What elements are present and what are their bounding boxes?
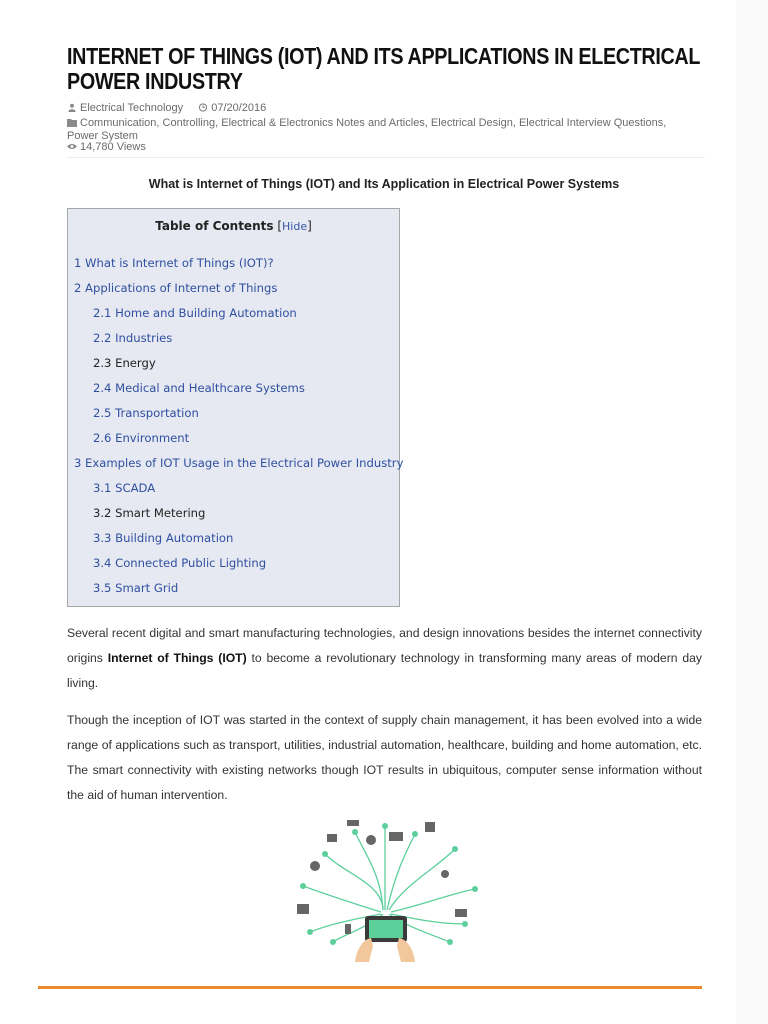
view-count [67,141,707,154]
toc-hide-link[interactable]: Hide [282,220,308,233]
views-label: 14,780 Views [80,141,146,153]
toc-bracket-close: ] [307,219,312,233]
folder-icon [67,118,77,127]
toc-item[interactable]: 3.5 Smart Grid [93,581,179,595]
page-edge [736,0,768,1024]
toc-item[interactable]: 2.1 Home and Building Automation [93,306,297,320]
intro-text: Several recent digital and smart manufacturing technologies, and design innovations besides the internet connectivity origins [67,626,702,665]
author-link[interactable]: Electrical Technology [80,102,184,114]
footer-accent-line [38,986,702,989]
toc-item[interactable]: 3.3 Building Automation [93,531,234,545]
toc-item[interactable]: 2.4 Medical and Healthcare Systems [93,381,305,395]
clock-icon [198,103,208,112]
article-meta [67,102,707,115]
eye-icon [67,142,77,151]
toc-item[interactable]: 2.6 Environment [93,431,190,445]
toc-item[interactable]: 1 What is Internet of Things (IOT)? [74,256,274,270]
history-paragraph: Though the inception of IOT was started in the context of supply chain management, it has been evolved into a wide range of applications such as transport, utilities, industrial automation, healthcare, building and home automation, etc. The smart connectivity with existing networks though IOT results in ubiquitous, computer sense information without the aid of human intervention. [67,713,702,802]
iot-illustration [285,814,485,962]
toc-item[interactable]: 3.2 Smart Metering [93,506,206,520]
toc-item[interactable]: 3.4 Connected Public Lighting [93,556,267,570]
toc-bracket-open: [ [277,219,283,233]
intro-bold-term: Internet of Things (IOT) [107,651,247,665]
intro-text-end: to become a revolutionary technology in transforming many areas of modern day living. [67,651,702,690]
user-icon [67,103,77,112]
toc-item[interactable]: 3.1 SCADA [93,481,156,495]
table-of-contents [67,208,404,607]
article-title: INTERNET OF THINGS (IOT) AND ITS APPLICATIONS IN ELECTRICAL POWER INDUSTRY [67,43,700,94]
categories-line-2[interactable]: Power System [67,129,138,142]
divider [67,157,705,158]
post-date: 07/20/2016 [211,102,267,114]
toc-item[interactable]: 2.2 Industries [93,331,173,345]
categories-line-1[interactable]: Communication, Controlling, Electrical & Electronics Notes and Articles, Electrical Design, Electrical Interview Questions, [80,117,667,129]
article-subtitle: What is Internet of Things (IOT) and Its Application in Electrical Power Systems [148,177,620,191]
toc-item[interactable]: 3 Examples of IOT Usage in the Electrical Power Industry [74,456,404,470]
toc-item[interactable]: 2.5 Transportation [93,406,199,420]
intro-paragraph [67,621,702,696]
toc-item[interactable]: 2 Applications of Internet of Things [74,281,278,295]
toc-heading-row [68,219,399,233]
toc-heading: Table of Contents [155,219,274,233]
toc-item[interactable]: 2.3 Energy [93,356,156,370]
category-list [67,117,707,142]
